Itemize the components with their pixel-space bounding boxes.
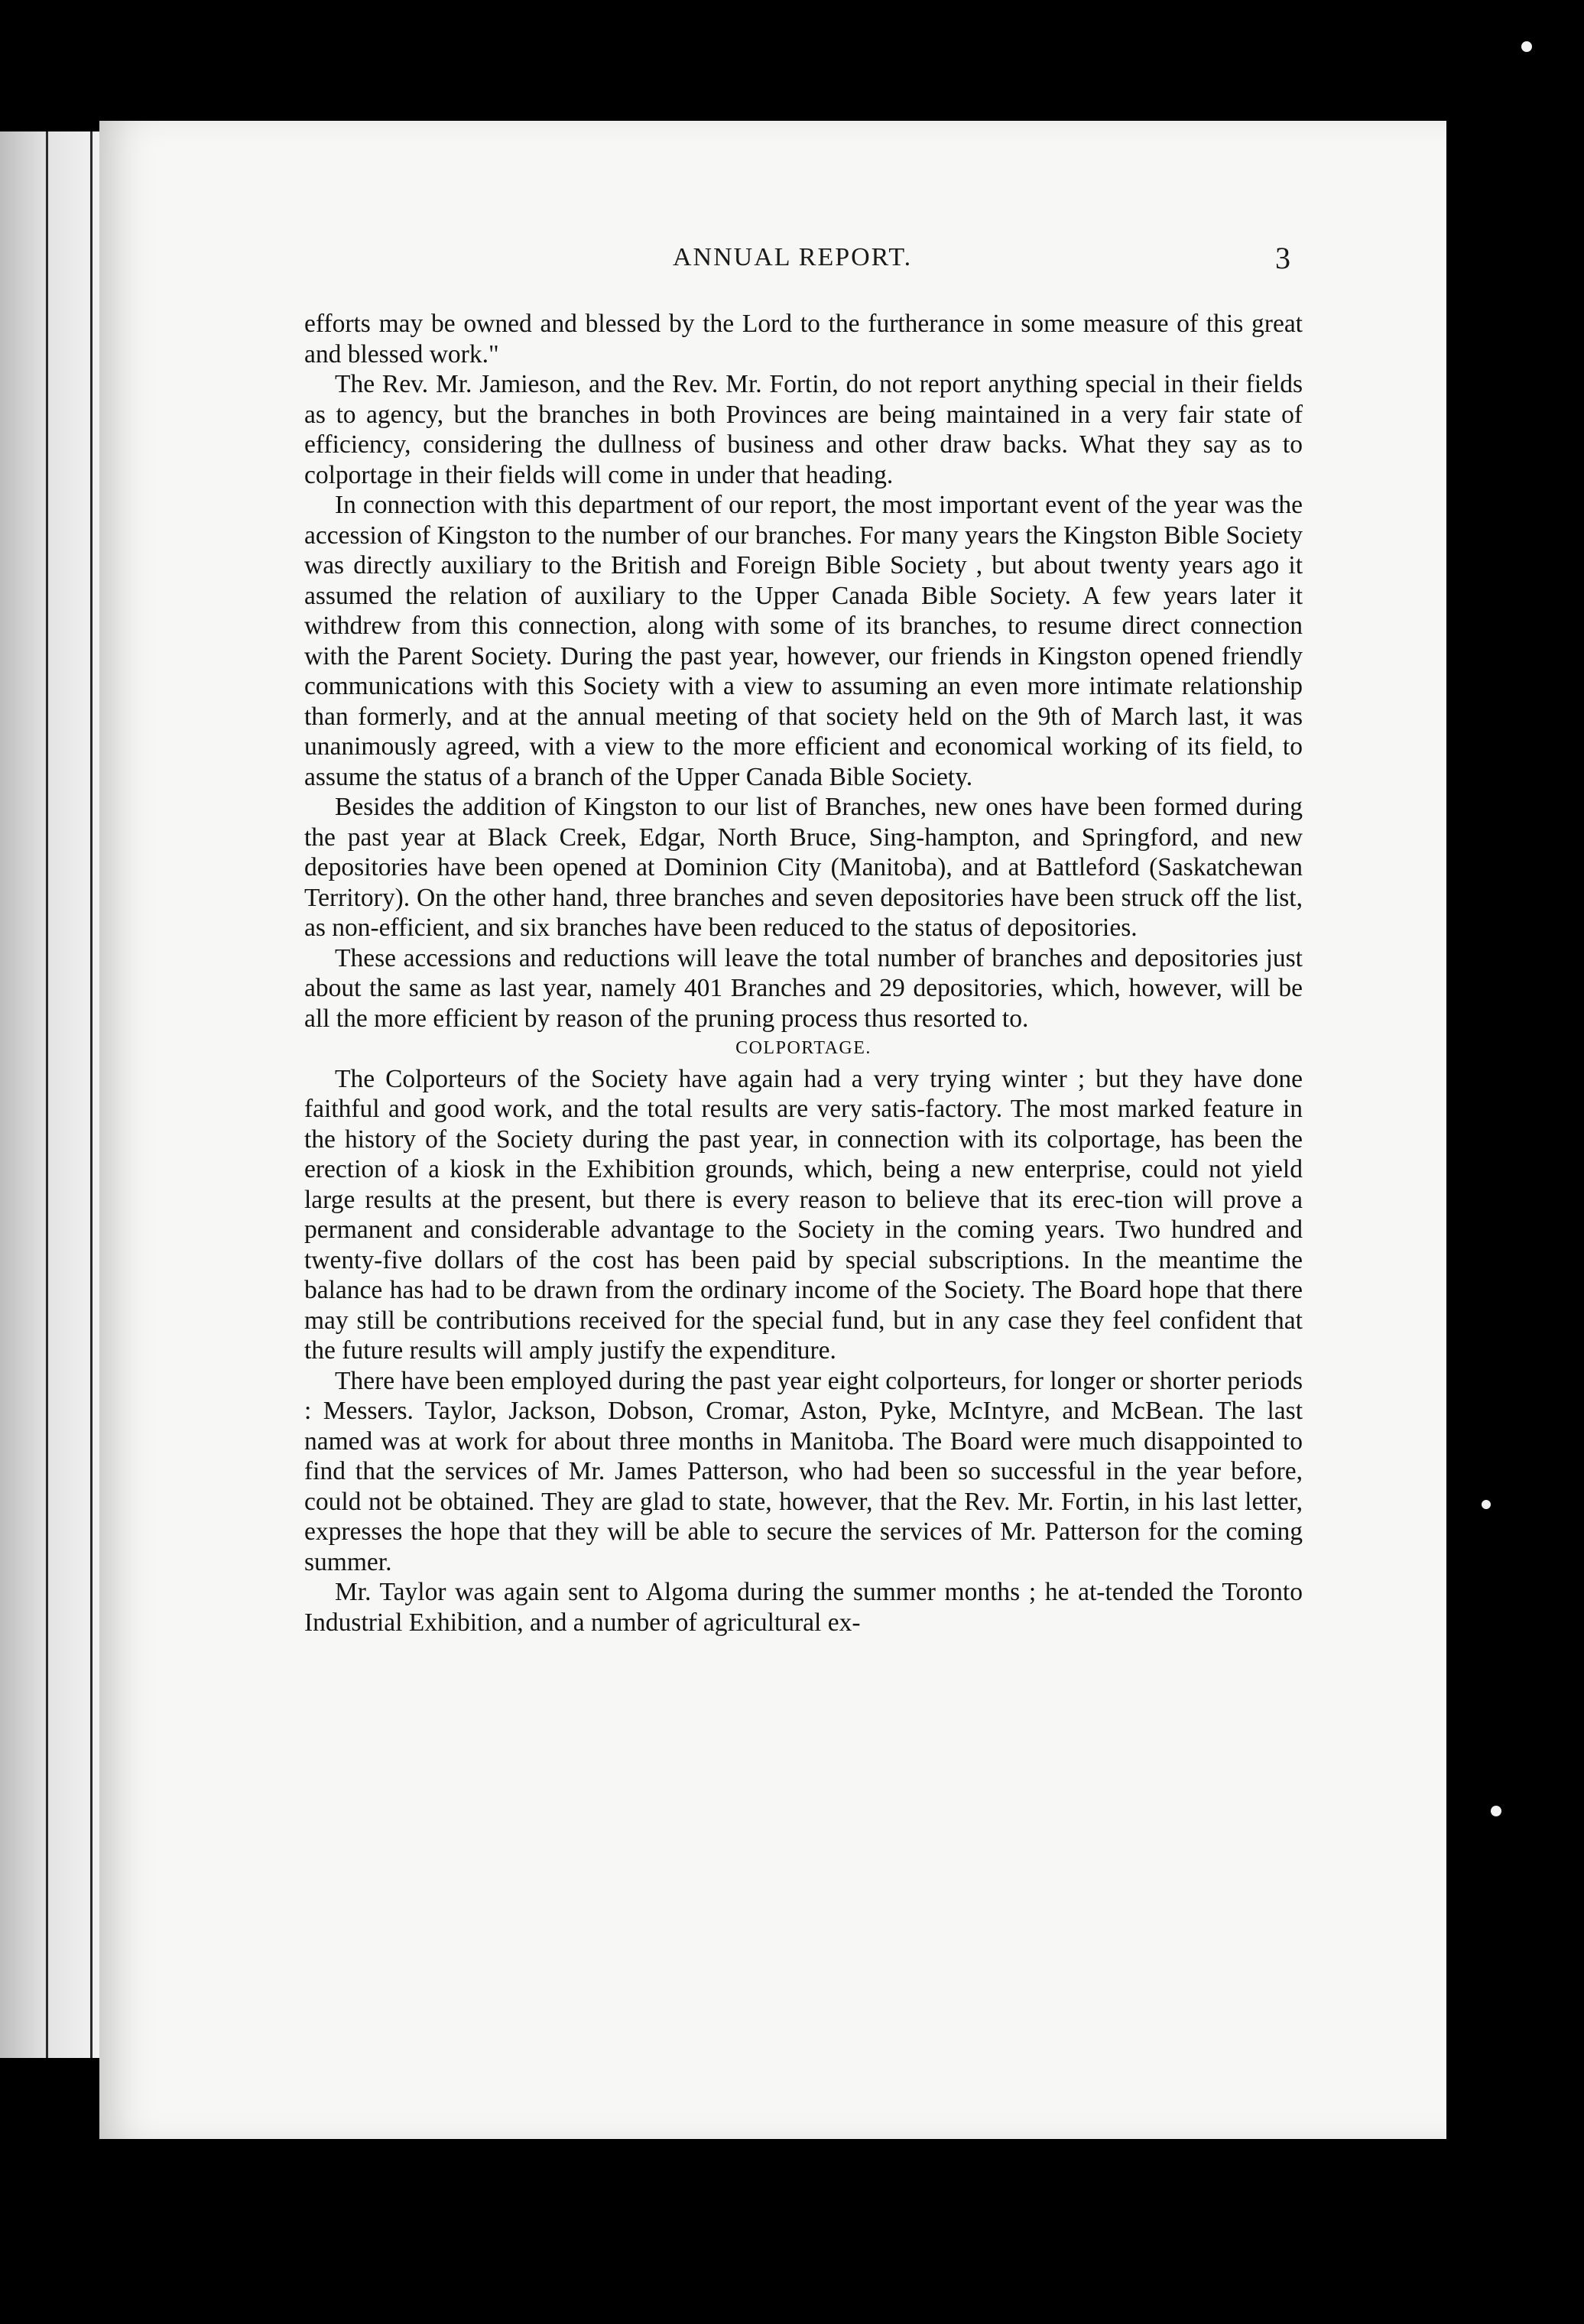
page-number: 3 — [1275, 241, 1292, 275]
paragraph: Mr. Taylor was again sent to Algoma during the summer months ; he at-tended the Toronto Industrial Exhibition, and a number of agricultural ex- — [304, 1578, 1303, 1637]
section-heading: COLPORTAGE. — [735, 1038, 872, 1058]
scan-speck — [1482, 1500, 1491, 1509]
paragraph: The Colporteurs of the Society have again had a very trying winter ; but they have done faithful and good work, and the total results are very satis-factory. The most marked feature in the history of the Society during the past year, in connection with its colportage, has been the erection of a kiosk in the Exhibition grounds, which, being a new enterprise, could not yield large results at the present, but there is every reason to believe that its erec-tion will prove a permanent and considerable advantage to the Society in the coming years. Two hundred and twenty-five dollars of the cost has been paid by special subscriptions. In the meantime the balance has had to be drawn from the ordinary income of the Society. The Board hope that there may still be contributions received for the special fund, but in any case they feel confident that the future results will amply justify the expenditure. — [304, 1064, 1303, 1365]
page-edge-line — [90, 131, 93, 2058]
page-header — [99, 243, 1446, 289]
body-text — [304, 309, 1303, 1638]
page-edge-line — [46, 131, 48, 2058]
paragraph: These accessions and reductions will leave the total number of branches and depositories just about the same as last year, namely 401 Branches and 29 depositories, which, however, will be all the more efficient by reason of the pruning process thus resorted to. — [304, 943, 1303, 1033]
paragraph: In connection with this department of our report, the most important event of the year was the accession of Kingston to the number of our branches. For many years the Kingston Bible Society was directly auxiliary to the British and Foreign Bible Society , but about twenty years ago it assumed the relation of auxiliary to the Upper Canada Bible Society. A few years later it withdrew from this connection, along with some of its branches, to resume direct connection with the Parent Society. During the past year, however, our friends in Kingston opened friendly communications with this Society with a view to assuming an even more intimate relationship than formerly, and at the annual meeting of that society held on the 9th of March last, it was unanimously agreed, with a view to the more efficient and economical working of its field, to assume the status of a branch of the Upper Canada Bible Society. — [304, 491, 1303, 791]
paragraph: Besides the addition of Kingston to our list of Branches, new ones have been formed during the past year at Black Creek, Edgar, North Bruce, Sing-hampton, and Springford, and new depositories have been opened at Dominion City (Manitoba), and at Battleford (Saskatchewan Territory). On the other hand, three branches and seven depositories have been struck off the list, as non-efficient, and six branches have been reduced to the status of depositories. — [304, 793, 1303, 942]
facing-page-edge — [0, 131, 99, 2058]
paragraph: The Rev. Mr. Jamieson, and the Rev. Mr. Fortin, do not report anything special in their fields as to agency, but the branches in both Provinces are being maintained in a very fair state of efficiency, considering the dullness of business and other draw backs. What they say as to colportage in their fields will come in under that heading. — [304, 370, 1303, 489]
running-head: ANNUAL REPORT. — [673, 243, 913, 271]
paragraph: There have been employed during the past year eight colporteurs, for longer or shorter periods : Messers. Taylor, Jackson, Dobson, Cromar, Aston, Pyke, McIntyre, and McBean. The last named was at work for about three months in Manitoba. The Board were much disappointed to find that the services of Mr. James Patterson, who had been so successful in the year before, could not be obtained. They are glad to state, however, that the Rev. Mr. Fortin, in his last letter, expresses the hope that they will be able to secure the services of Mr. Patterson for the coming summer. — [304, 1366, 1303, 1576]
document-page — [99, 121, 1446, 2139]
scan-speck — [1491, 1806, 1501, 1816]
scan-speck — [1521, 41, 1532, 52]
paragraph: efforts may be owned and blessed by the Lord to the furtherance in some measure of this great and blessed work." — [304, 310, 1303, 368]
